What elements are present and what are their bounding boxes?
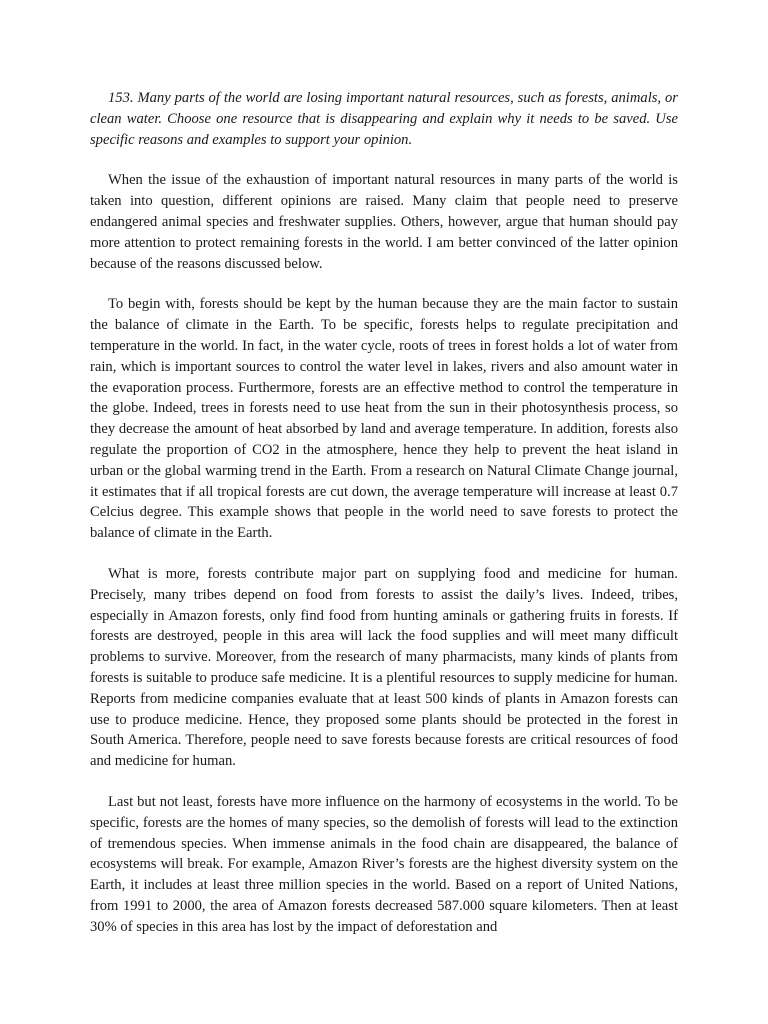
paragraph-climate: To begin with, forests should be kept by the human because they are the main factor to sustain the balance of climate in the Earth. To be specific, forests helps to regulate precipitation and temperature in the world. In fact, in the water cycle, roots of trees in forest holds a lot of water from rain, which is important sources to control the water level in lakes, rivers and also amount water in the evaporation process. Furthermore, forests are an effective method to control the temperature in the globe. Indeed, trees in forests need to use heat from the sun in their photosynthesis process, so they decrease the amount of heat absorbed by land and average temperature. In addition, forests also regulate the proportion of CO2 in the atmosphere, hence they help to prevent the heat island in urban or the global warming trend in the Earth. From a research on Natural Climate Change journal, it estimates that if all tropical forests are cut down, the average temperature will increase at least 0.7 Celcius degree. This example shows that people in the world need to save forests to protect the balance of climate in the Earth.	[90, 296, 678, 542]
essay-page	[90, 88, 678, 957]
paragraph-food-medicine: What is more, forests contribute major part on supplying food and medicine for human. Precisely, many tribes depend on food from forests to assist the daily’s lives. Indeed, tribes, especially in Amazon forests, only find food from hunting aminals or gathering fruits in forests. If forests are destroyed, people in this area will lack the food supplies and will meet many difficult problems to survive. Moreover, from the research of many pharmacists, many kinds of plants from forests is suitable to produce safe medicine. It is a plentiful resources to supply medicine for human. Reports from medicine companies evaluate that at least 500 kinds of plants in Amazon forests can use to produce medicine. Hence, they proposed some plants should be protected in the forest in South America. Therefore, people need to save forests because forests are critical resources of food and medicine for human.	[90, 565, 678, 770]
paragraph-introduction: When the issue of the exhaustion of important natural resources in many parts of the world is taken into question, different opinions are raised. Many claim that people need to preserve endangered animal species and freshwater supplies. Others, however, argue that human should pay more attention to protect remaining forests in the world. I am better convinced of the latter opinion because of the reasons discussed below.	[90, 172, 678, 272]
paragraph-ecosystems: Last but not least, forests have more influence on the harmony of ecosystems in the world. To be specific, forests are the homes of many species, so the demolish of forests will lead to the extinction of tremendous species. When immense animals in the food chain are disappeared, the balance of ecosystems will break. For example, Amazon River’s forests are the highest diversity system on the Earth, it includes at least three million species in the world. Based on a report of United Nations, from 1991 to 2000, the area of Amazon forests decreased 587.000 square kilometers. Then at least 30% of species in this area has lost by the impact of deforestation and	[90, 793, 678, 935]
essay-prompt: 153. Many parts of the world are losing important natural resources, such as forests, animals, or clean water. Choose one resource that is disappearing and explain why it needs to be saved. Use specific reasons and examples to support your opinion.	[90, 90, 678, 148]
